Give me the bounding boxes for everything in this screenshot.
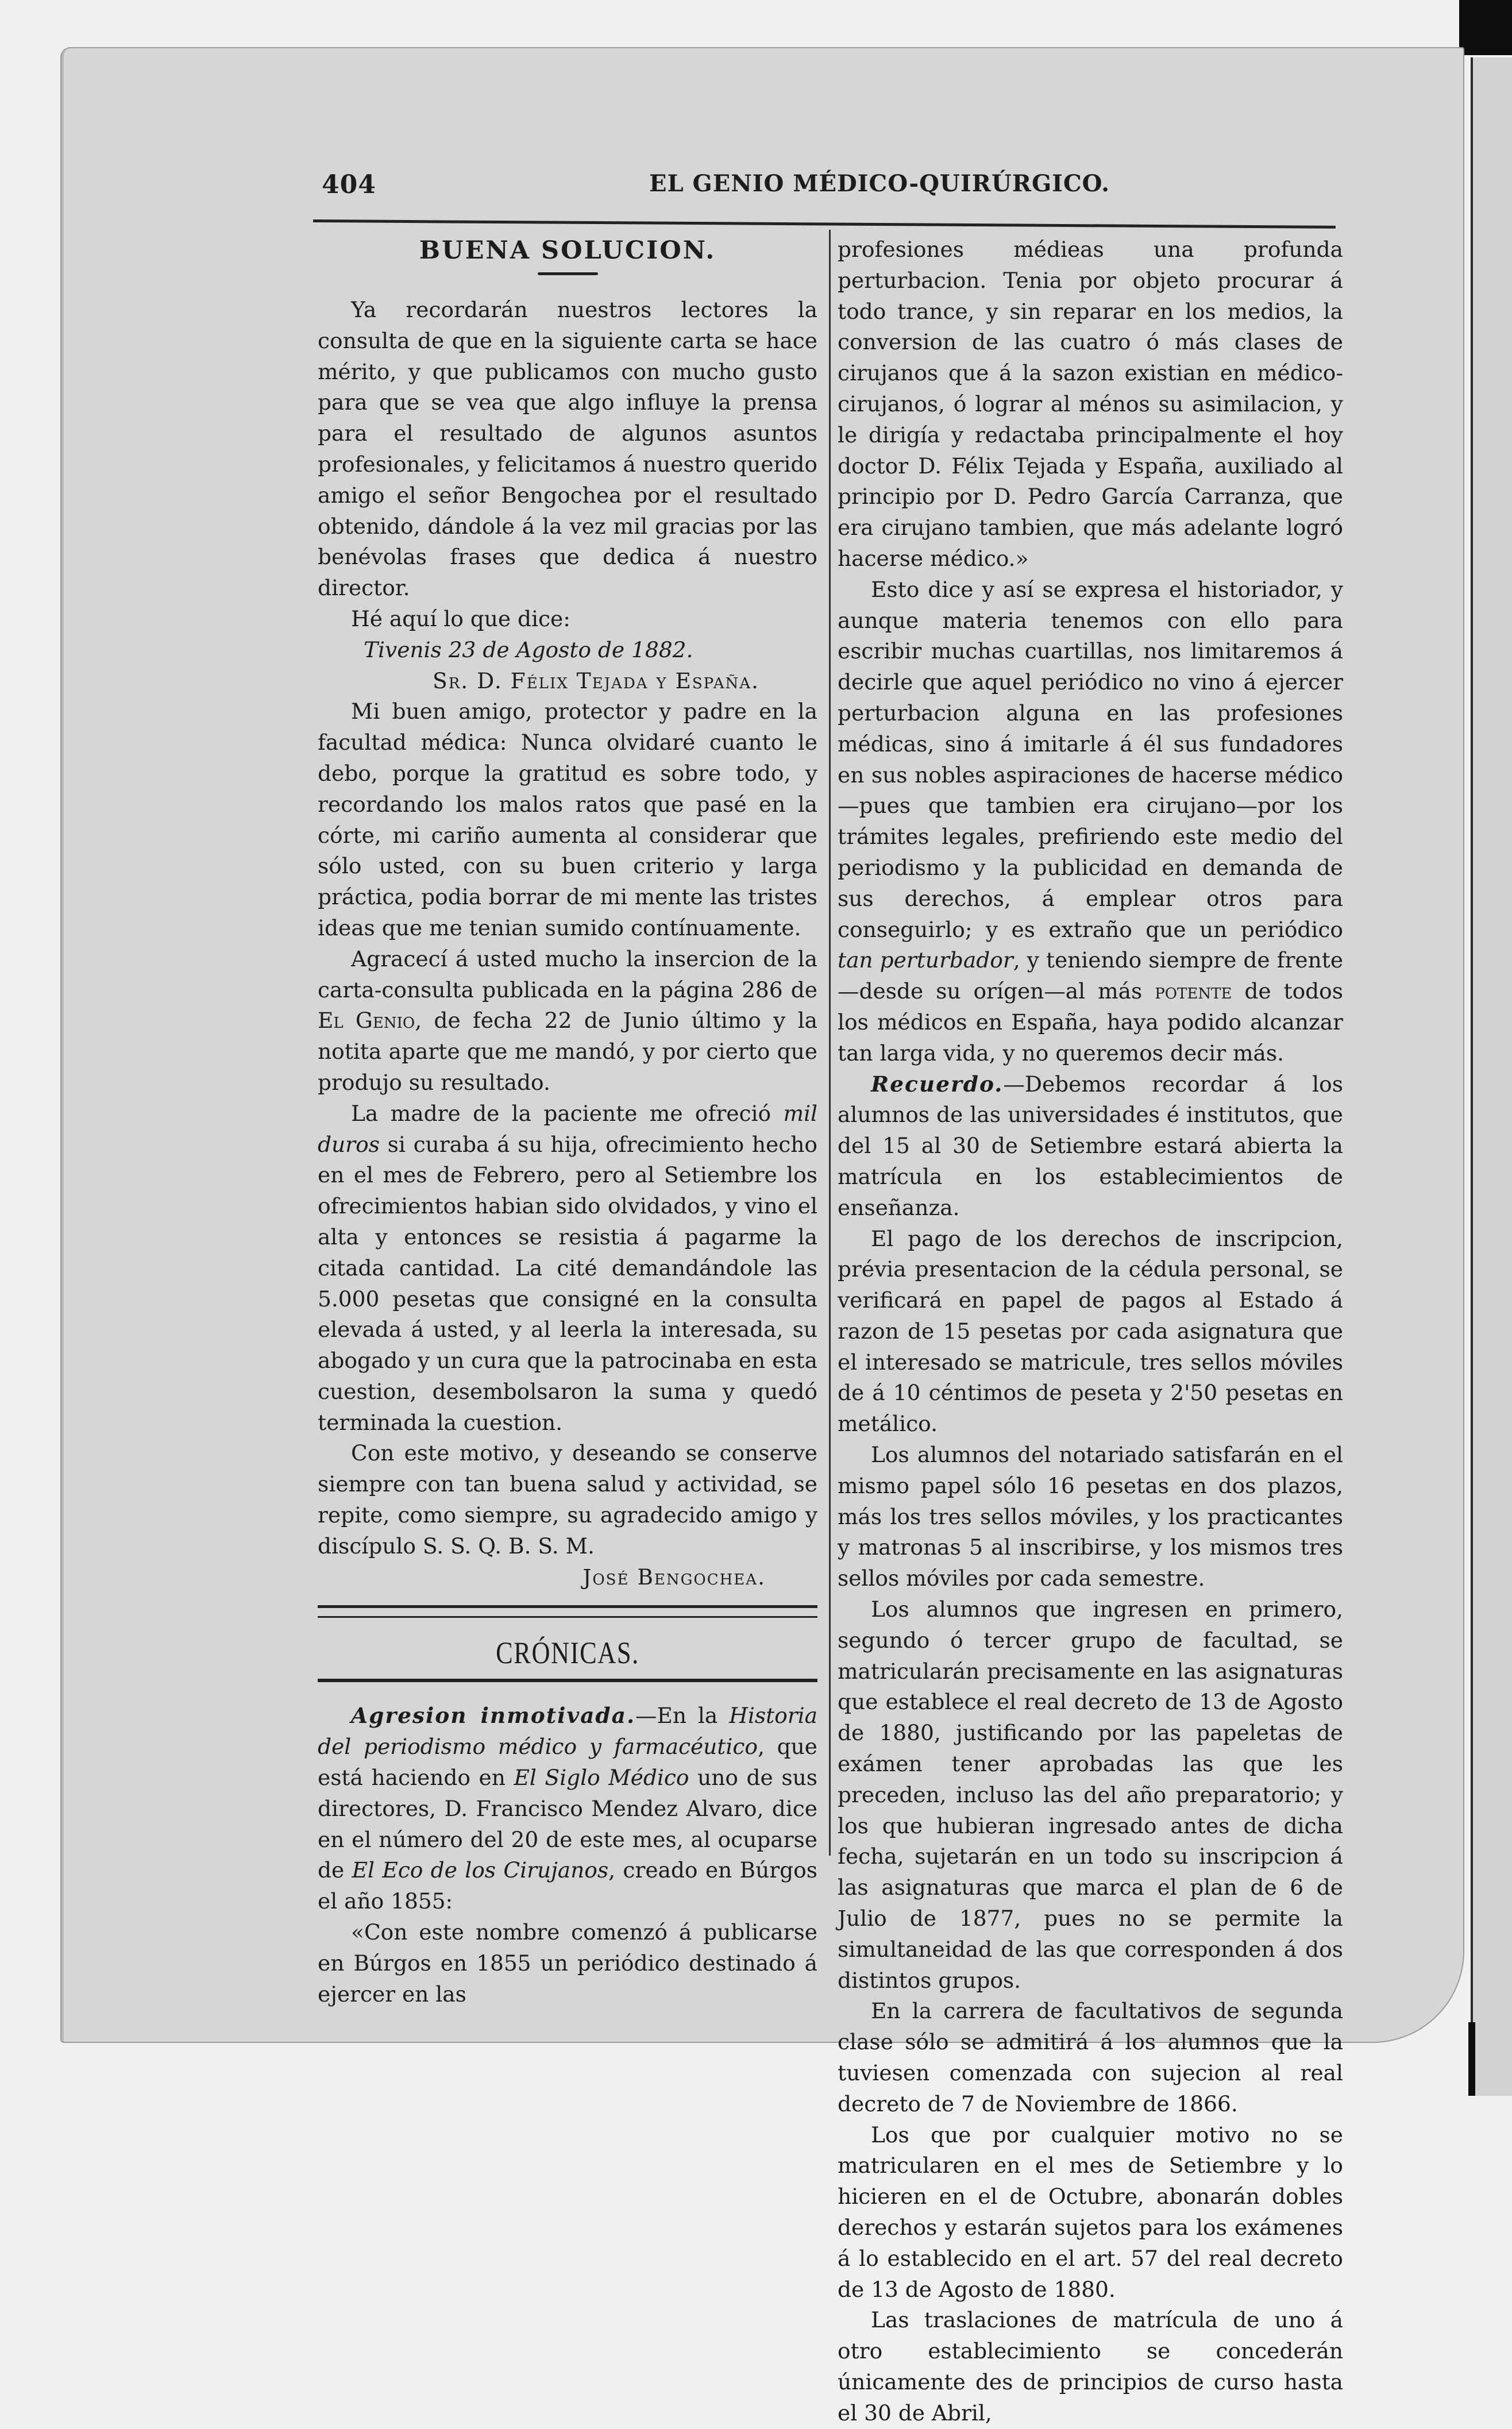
letter-signature: José Bengochea. (583, 1564, 766, 1590)
scan-background-dark (1459, 0, 1512, 55)
running-head (322, 170, 1321, 210)
response-paragraph (838, 575, 1343, 1069)
text-run: La madre de la paciente me ofreció (351, 1100, 784, 1126)
page-number: 404 (322, 170, 376, 199)
column-divider (829, 230, 831, 1856)
intro-paragraph: Ya recordarán nuestros lectores la consulta de que en la siguiente carta se hace mérito, y que publicamos con mucho gusto para que se vea que algo influye la prensa para el resultado de algunos asuntos profesionales, y felicitamos á nuestro querido amigo el señor Bengochea por el resultado obtenido, dándole á la vez mil gracias por las benévolas frases que dedica á nuestro director. (318, 297, 817, 601)
body-paragraph: El pago de los derechos de inscripcion, prévia presentacion de la cédula personal, se verificará en papel de pagos al Estado á razon de 15 pesetas por cada asignatura que el interesado se matricule, tres sellos móviles de á 10 céntimos de peseta y 2'50 pesetas en metálico. (838, 1225, 1343, 1437)
text-run: uno de sus directores, D. Francisco Mendez Alvaro, dice en el número del 20 de este mes, al ocuparse de (318, 1765, 817, 1883)
run-in-heading: Agresion inmotivada. (351, 1703, 635, 1729)
text-run: , y teniendo siempre de frente—desde su orígen—al más (838, 947, 1344, 1004)
smallcaps-word: potente (1155, 978, 1232, 1004)
italic-phrase: tan perturbador (838, 947, 1013, 973)
text-run: , creado en Búrgos el año 1855: (318, 1857, 817, 1914)
title-rule (538, 272, 598, 275)
letter-paragraph (318, 944, 817, 1098)
italic-title: El Eco de los Cirujanos (352, 1857, 609, 1883)
italic-title: Historia del periodismo médico y farmacéutico (318, 1703, 817, 1760)
section-title-cronicas: CRÓNICAS. (496, 1636, 639, 1671)
text-run: —Debemos recordar á los alumnos de las universidades é institutos, que del 15 al 30 de Setiembre estará abierta la matrícula en los establecimientos de enseñanza. (838, 1071, 1343, 1220)
left-column (318, 230, 817, 2010)
run-in-heading: Recuerdo. (871, 1071, 1004, 1097)
cronica-paragraph (838, 1069, 1343, 1224)
text-run: , que está haciendo en (318, 1734, 817, 1791)
letter-paragraph: Con este motivo, y deseando se conserve siempre con tan buena salud y actividad, se repite, como siempre, su agradecido amigo y discípulo S. S. Q. B. S. M. (318, 1440, 817, 1559)
quote-paragraph: «Con este nombre comenzó á publicarse en Búrgos en 1855 un periódico destinado á ejercer en las (318, 1919, 817, 2007)
text-run: —En la (635, 1703, 730, 1729)
body-paragraph: Las traslaciones de matrícula de uno á otro establecimiento se concederán únicamente des de principios de curso hasta el 30 de Abril, (838, 2307, 1343, 2426)
journal-name-smallcaps: El Genio (318, 1008, 415, 1034)
section-separator (318, 1605, 817, 1618)
section-rule (318, 1679, 817, 1682)
cronica-paragraph (318, 1701, 817, 1917)
right-column (838, 234, 1343, 2429)
binding-shadow (1468, 2022, 1475, 2096)
text-run: , de fecha 22 de Junio último y la notita aparte que me mandó, y por cierto que produjo su resultado. (318, 1008, 817, 1095)
letter-salutation: Sr. D. Félix Tejada y España. (433, 668, 759, 693)
body-paragraph: Los que por cualquier motivo no se matricularen en el mes de Setiembre y lo hicieren en el de Octubre, abonarán dobles derechos y estarán sujetos para los exámenes á lo establecido en el art. 57 del real decreto de 13 de Agosto de 1880. (838, 2122, 1343, 2302)
text-run: de todos los médicos en España, haya podido alcanzar tan larga vida, y no queremos decir más. (838, 978, 1344, 1066)
facing-page-edge (1471, 57, 1512, 2096)
letter-paragraph (318, 1098, 817, 1439)
quote-continuation: profesiones médieas una profunda perturbacion. Tenia por objeto procurar á todo trance, y sin reparar en los medios, la conversion de las cuatro ó más clases de cirujanos que á la sazon existian en médico-cirujanos, ó lograr al ménos su asimilacion, y le dirigía y redactaba principalmente el hoy doctor D. Félix Tejada y España, auxiliado al principio por D. Pedro García Carranza, que era cirujano tambien, que más adelante logró hacerse médico.» (838, 237, 1343, 571)
italic-title: El Siglo Médico (514, 1765, 689, 1791)
article-title: BUENA SOLUCION. (419, 236, 716, 265)
letter-dateline: Tivenis 23 de Agosto de 1882. (364, 637, 693, 662)
text-run: Agracecí á usted mucho la insercion de la carta-consulta publicada en la página 286 de (318, 946, 817, 1003)
body-paragraph: Los alumnos del notariado satisfarán en el mismo papel sólo 16 pesetas en dos plazos, más los tres sellos móviles, y los practicantes y matronas 5 al inscribirse, y los mismos tres sellos móviles por cada semestre. (838, 1442, 1343, 1591)
text-run: Esto dice y así se expresa el historiador, y aunque materia tenemos con ello para escribir muchas cuartillas, nos limitaremos á decirle que aquel periódico no vino á ejercer perturbacion alguna en las profesiones médicas, sino á imitarle á él sus fundadores en sus nobles aspiraciones de hacerse médico —pues que tambien era cirujano—por los trámites legales, prefiriendo este medio del periodismo y la publicidad en demanda de sus derechos, á emplear otros para conseguirlo; y es extraño que un periódico (838, 576, 1343, 942)
text-run: si curaba á su hija, ofrecimiento hecho en el mes de Febrero, pero al Setiembre los ofrecimientos habian sido olvidados, y vino el alta y entonces se resistia á pagarme la citada cantidad. La cité demandándole las 5.000 pesetas que consigné en la consulta elevada á usted, y al leerla la interesada, su abogado y un cura que la patrocinaba en esta cuestion, desembolsaron la suma y quedó terminada la cuestion. (318, 1131, 817, 1435)
italic-phrase: mil duros (318, 1100, 817, 1157)
lead-in: Hé aquí lo que dice: (351, 606, 570, 631)
body-paragraph: Los alumnos que ingresen en primero, segundo ó tercer grupo de facultad, se matricularán precisamente en las asignaturas que establece el real decreto de 13 de Agosto de 1880, justificando por las papeletas de exámen tener aprobadas las que les preceden, incluso las del año preparatorio; y los que hubieran ingresado antes de dicha fecha, sujetarán en un todo su inscripcion á las asignaturas que marca el plan de 6 de Julio de 1877, pues no se permite la simultaneidad de las que corresponden á dos distintos grupos. (838, 1597, 1343, 1993)
body-paragraph: En la carrera de facultativos de segunda clase sólo se admitirá á los alumnos que la tuviesen comenzada con sujecion al real decreto de 7 de Noviembre de 1866. (838, 1998, 1343, 2116)
journal-title: EL GENIO MÉDICO-QUIRÚRGICO. (649, 170, 1110, 197)
letter-paragraph: Mi buen amigo, protector y padre en la facultad médica: Nunca olvidaré cuanto le debo, porque la gratitud es sobre todo, y recordando los malos ratos que pasé en la córte, mi cariño aumenta al considerar que sólo usted, con su buen criterio y larga práctica, podia borrar de mi mente las tristes ideas que me tenian sumido contínuamente. (318, 699, 817, 940)
